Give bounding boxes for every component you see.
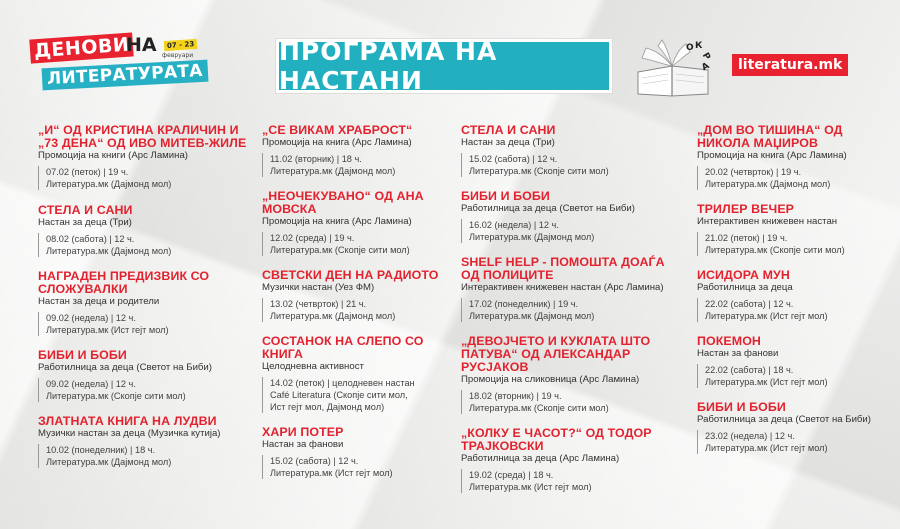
event-details — [697, 430, 887, 454]
event-location: Литература.мк (Скопје сити мол) — [270, 245, 410, 255]
event-date-time: 18.02 (вторник) | 19 ч. — [469, 391, 562, 401]
event-entry — [461, 190, 676, 243]
event-location: Литература.мк (Дајмонд мол) — [270, 311, 396, 321]
festival-logo — [28, 33, 204, 98]
event-date-time: 16.02 (недела) | 12 ч. — [469, 220, 559, 230]
event-details — [697, 364, 887, 388]
event-title: БИБИ И БОБИ — [38, 348, 127, 362]
event-details — [38, 378, 248, 402]
event-details — [461, 469, 676, 493]
event-location: Литература.мк (Ист гејт мол) — [705, 311, 828, 321]
event-entry — [697, 269, 887, 322]
column-3 — [461, 124, 676, 493]
event-date-time: 07.02 (петок) | 19 ч. — [46, 167, 129, 177]
event-date-time: 08.02 (сабота) | 12 ч. — [46, 234, 135, 244]
event-type: Работилница за деца (Арс Ламина) — [461, 453, 620, 464]
event-entry — [38, 204, 248, 257]
open-book-icon — [632, 36, 716, 102]
event-details — [697, 166, 887, 190]
event-title: СТЕЛА И САНИ — [461, 123, 556, 137]
book-letter-3: Р — [699, 51, 712, 62]
event-details — [38, 166, 248, 190]
event-details — [697, 298, 887, 322]
event-type: Работилница за деца (Светот на Биби) — [697, 414, 871, 425]
event-type: Интерактивен книжевен настан (Арс Ламина) — [461, 282, 664, 293]
event-title: „НЕОЧЕКУВАНО“ ОД АНА МОВСКА — [262, 189, 424, 216]
event-type: Промоција на книга (Арс Ламина) — [262, 137, 412, 148]
event-entry — [461, 335, 676, 414]
page-title: ПРОГРАМА НА НАСТАНИ — [279, 37, 498, 95]
event-entry — [262, 269, 442, 322]
event-details — [461, 298, 676, 322]
event-entry — [697, 335, 887, 388]
event-location: Литература.мк (Дајмонд мол) — [469, 311, 595, 321]
event-title: „ДЕВОЈЧЕТО И КУКЛАТА ШТО ПАТУВА“ ОД АЛЕКСАНДАР РУСЈАКОВ — [461, 334, 651, 374]
event-details — [38, 312, 248, 336]
event-title: БИБИ И БОБИ — [461, 189, 550, 203]
event-title: ХАРИ ПОТЕР — [262, 425, 344, 439]
event-details — [38, 233, 248, 257]
event-type: Промоција на книги (Арс Ламина) — [38, 150, 188, 161]
event-details — [262, 377, 442, 413]
event-title: „ДОМ ВО ТИШИНА“ ОД НИКОЛА МАЏИРОВ — [697, 123, 843, 150]
event-details — [262, 298, 442, 322]
event-type: Промоција на книга (Арс Ламина) — [262, 216, 412, 227]
event-title: НАГРАДЕН ПРЕДИЗВИК СО СЛОЖУВАЛКИ — [38, 269, 210, 296]
event-date-time: 23.02 (недела) | 12 ч. — [705, 431, 795, 441]
event-entry — [262, 190, 442, 256]
column-2 — [262, 124, 442, 479]
event-title: СОСТАНОК НА СЛЕПО СО КНИГА — [262, 334, 424, 361]
book-letter-2: К — [695, 41, 703, 51]
column-4 — [697, 124, 887, 454]
title-banner — [276, 39, 612, 93]
event-type: Целодневна активност — [262, 361, 364, 372]
event-date-time: 21.02 (петок) | 19 ч. — [705, 233, 788, 243]
event-type: Работилница за деца (Светот на Биби) — [461, 203, 635, 214]
event-entry — [38, 124, 248, 190]
event-type: Настан за деца (Три) — [461, 137, 555, 148]
event-details — [697, 232, 887, 256]
logo-na: НА — [126, 34, 157, 56]
column-1 — [38, 124, 248, 468]
event-title: СТЕЛА И САНИ — [38, 203, 133, 217]
event-date-time: 15.02 (сабота) | 12 ч. — [270, 456, 359, 466]
event-location: Литература.мк (Скопје сити мол) — [469, 166, 609, 176]
event-title: „КОЛКУ Е ЧАСОТ?“ ОД ТОДОР ТРАЈКОВСКИ — [461, 426, 652, 453]
event-date-time: 11.02 (вторник) | 18 ч. — [270, 154, 362, 164]
event-details — [262, 153, 442, 177]
event-location: Литература.мк (Дајмонд мол) — [46, 179, 172, 189]
event-entry — [262, 335, 442, 413]
event-date-time: 14.02 (петок) | целодневен настан — [270, 378, 415, 388]
event-location: Café Literatura (Скопје сити мол, Ист гејт мол, Дајмонд мол) — [270, 390, 408, 412]
event-date-time: 09.02 (недела) | 12 ч. — [46, 379, 136, 389]
event-location: Литература.мк (Ист гејт мол) — [270, 468, 393, 478]
event-date-time: 17.02 (понеделник) | 19 ч. — [469, 299, 579, 309]
event-title: „И“ ОД КРИСТИНА КРАЛИЧИН И „73 ДЕНА“ ОД ИВО МИТЕВ-ЖИЛЕ — [38, 123, 247, 150]
event-type: Музички настан (Уез ФМ) — [262, 282, 375, 293]
event-date-time: 15.02 (сабота) | 12 ч. — [469, 154, 558, 164]
event-location: Литература.мк (Ист гејт мол) — [705, 377, 828, 387]
event-location: Литература.мк (Дајмонд мол) — [46, 457, 172, 467]
event-title: СВЕТСКИ ДЕН НА РАДИОТО — [262, 268, 439, 282]
event-location: Литература.мк (Дајмонд мол) — [705, 179, 831, 189]
logo-line-2: ЛИТЕРАТУРАТА — [42, 60, 209, 91]
event-type: Интерактивен книжевен настан — [697, 216, 838, 227]
event-date-time: 20.02 (четврток) | 19 ч. — [705, 167, 802, 177]
event-title: ПОКЕМОН — [697, 334, 761, 348]
event-date-time: 09.02 (недела) | 12 ч. — [46, 313, 136, 323]
event-location: Литература.мк (Дајмонд мол) — [469, 232, 595, 242]
event-details — [461, 219, 676, 243]
event-date-time: 10.02 (понеделник) | 18 ч. — [46, 445, 156, 455]
event-entry — [461, 256, 676, 322]
event-details — [262, 232, 442, 256]
event-details — [262, 455, 442, 479]
event-entry — [697, 124, 887, 190]
event-details — [461, 390, 676, 414]
event-location: Литература.мк (Скопје сити мол) — [705, 245, 845, 255]
event-date-time: 13.02 (четврток) | 21 ч. — [270, 299, 367, 309]
event-entry — [38, 349, 248, 402]
event-title: ИСИДОРА МУН — [697, 268, 790, 282]
event-date-time: 19.02 (среда) | 18 ч. — [469, 470, 554, 480]
event-location: Литература.мк (Скопје сити мол) — [46, 391, 186, 401]
event-location: Литература.мк (Ист гејт мол) — [705, 443, 828, 453]
event-location: Литература.мк (Ист гејт мол) — [46, 325, 169, 335]
event-type: Промоција на сликовница (Арс Ламина) — [461, 374, 640, 385]
event-entry — [38, 415, 248, 468]
event-details — [38, 444, 248, 468]
logo-month: февруари — [162, 52, 194, 59]
event-location: Литература.мк (Ист гејт мол) — [469, 482, 592, 492]
event-date-time: 12.02 (среда) | 19 ч. — [270, 233, 355, 243]
event-type: Настан за деца и родители — [38, 296, 160, 307]
event-entry — [38, 270, 248, 336]
event-location: Литература.мк (Дајмонд мол) — [46, 246, 172, 256]
event-type: Работилница за деца (Светот на Биби) — [38, 362, 212, 373]
event-type: Промоција на книга (Арс Ламина) — [697, 150, 847, 161]
event-location: Литература.мк (Скопје сити мол) — [469, 403, 609, 413]
book-letter-1: О — [686, 43, 694, 53]
event-title: „СЕ ВИКАМ ХРАБРОСТ“ — [262, 123, 413, 137]
event-entry — [461, 124, 676, 177]
logo-dates: 07 - 23 — [164, 39, 198, 51]
logo-line-1: ДЕНОВИ — [29, 32, 134, 63]
event-type: Работилница за деца — [697, 282, 793, 293]
event-type: Музички настан за деца (Музичка кутија) — [38, 428, 221, 439]
event-entry — [697, 401, 887, 454]
event-title: ТРИЛЕР ВЕЧЕР — [697, 202, 795, 216]
event-entry — [262, 426, 442, 479]
brand-logo: literatura.mk — [732, 54, 848, 76]
event-type: Настан за фанови — [262, 439, 344, 450]
event-type: Настан за деца (Три) — [38, 217, 132, 228]
event-location: Литература.мк (Дајмонд мол) — [270, 166, 396, 176]
event-entry — [697, 203, 887, 256]
event-date-time: 22.02 (сабота) | 18 ч. — [705, 365, 794, 375]
event-details — [461, 153, 676, 177]
event-entry — [461, 427, 676, 493]
event-title: SHELF HELP - ПОМОШТА ДОАЃА ОД ПОЛИЦИТЕ — [461, 255, 665, 282]
event-type: Настан за фанови — [697, 348, 779, 359]
event-date-time: 22.02 (сабота) | 12 ч. — [705, 299, 794, 309]
event-title: ЗЛАТНАТА КНИГА НА ЛУДВИ — [38, 414, 217, 428]
book-letter-4: А — [700, 61, 712, 74]
event-entry — [262, 124, 442, 177]
event-title: БИБИ И БОБИ — [697, 400, 786, 414]
